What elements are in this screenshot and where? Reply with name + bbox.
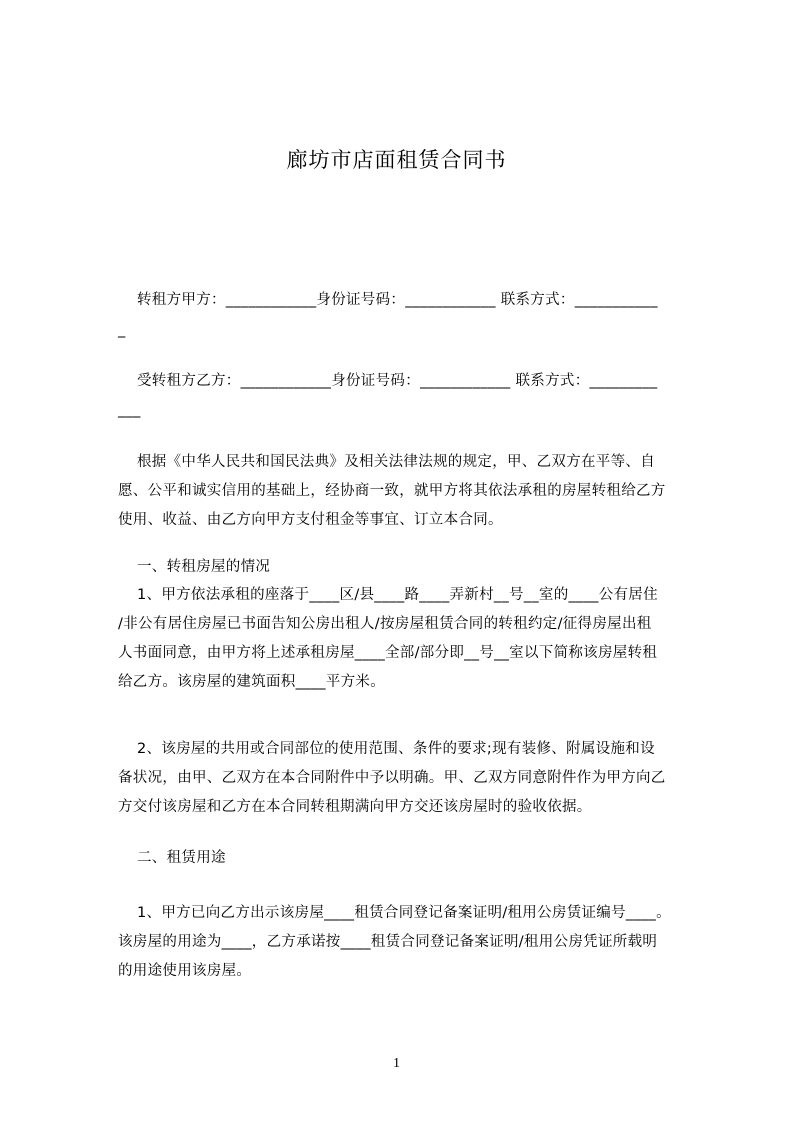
party-b-line: 受转租方乙方：____________身份证号码：____________ 联系方式：_________	[137, 373, 658, 389]
intro-line: 愿、公平和诚实信用的基础上，经协商一致，就甲方将其依法承租的房屋转租给乙方	[118, 483, 666, 499]
page-number: 1	[393, 1056, 400, 1071]
party-b-line-cont: ___	[118, 402, 141, 418]
party-a-line-cont: _	[118, 322, 126, 338]
clause-line: 方交付该房屋和乙方在本合同转租期满向甲方交还该房屋时的验收依据。	[118, 799, 592, 815]
clause-line: 1、甲方已向乙方出示该房屋____租赁合同登记备案证明/租用公房赁证编号____。	[137, 905, 671, 921]
document-title: 廊坊市店面租赁合同书	[286, 148, 507, 172]
clause-line: 给乙方。该房屋的建筑面积____平方米。	[118, 674, 385, 690]
clause-line: 备状况，由甲、乙双方在本合同附件中予以明确。甲、乙双方同意附件作为甲方向乙	[118, 770, 666, 786]
intro-line: 使用、收益、由乙方向甲方支付租金等事宜、订立本合同。	[118, 512, 503, 528]
intro-line: 根据《中华人民共和国民法典》及相关法律法规的规定，甲、乙双方在平等、自	[137, 454, 655, 470]
clause-line: 2、该房屋的共用或合同部位的使用范围、条件的要求;现有装修、附属设施和设	[137, 741, 655, 757]
section-1-heading: 一、转租房屋的情况	[137, 559, 271, 575]
clause-line: /非公有居住房屋已书面告知公房出租人/按房屋租赁合同的转租约定/征得房屋出租	[118, 616, 652, 632]
clause-line: 人书面同意，由甲方将上述承租房屋____全部/部分即__号__室以下简称该房屋转租	[118, 645, 658, 661]
clause-line: 1、甲方依法承租的座落于____区/县____路____弄新村__号__室的____公有居住	[137, 587, 658, 603]
party-a-line: 转租方甲方：____________身份证号码：____________ 联系方式：___________	[137, 292, 658, 308]
clause-line: 该房屋的用途为____，乙方承诺按____租赁合同登记备案证明/租用公房凭证所载明	[118, 934, 658, 950]
section-2-heading: 二、租赁用途	[137, 850, 226, 866]
clause-line: 的用途使用该房屋。	[118, 963, 252, 979]
